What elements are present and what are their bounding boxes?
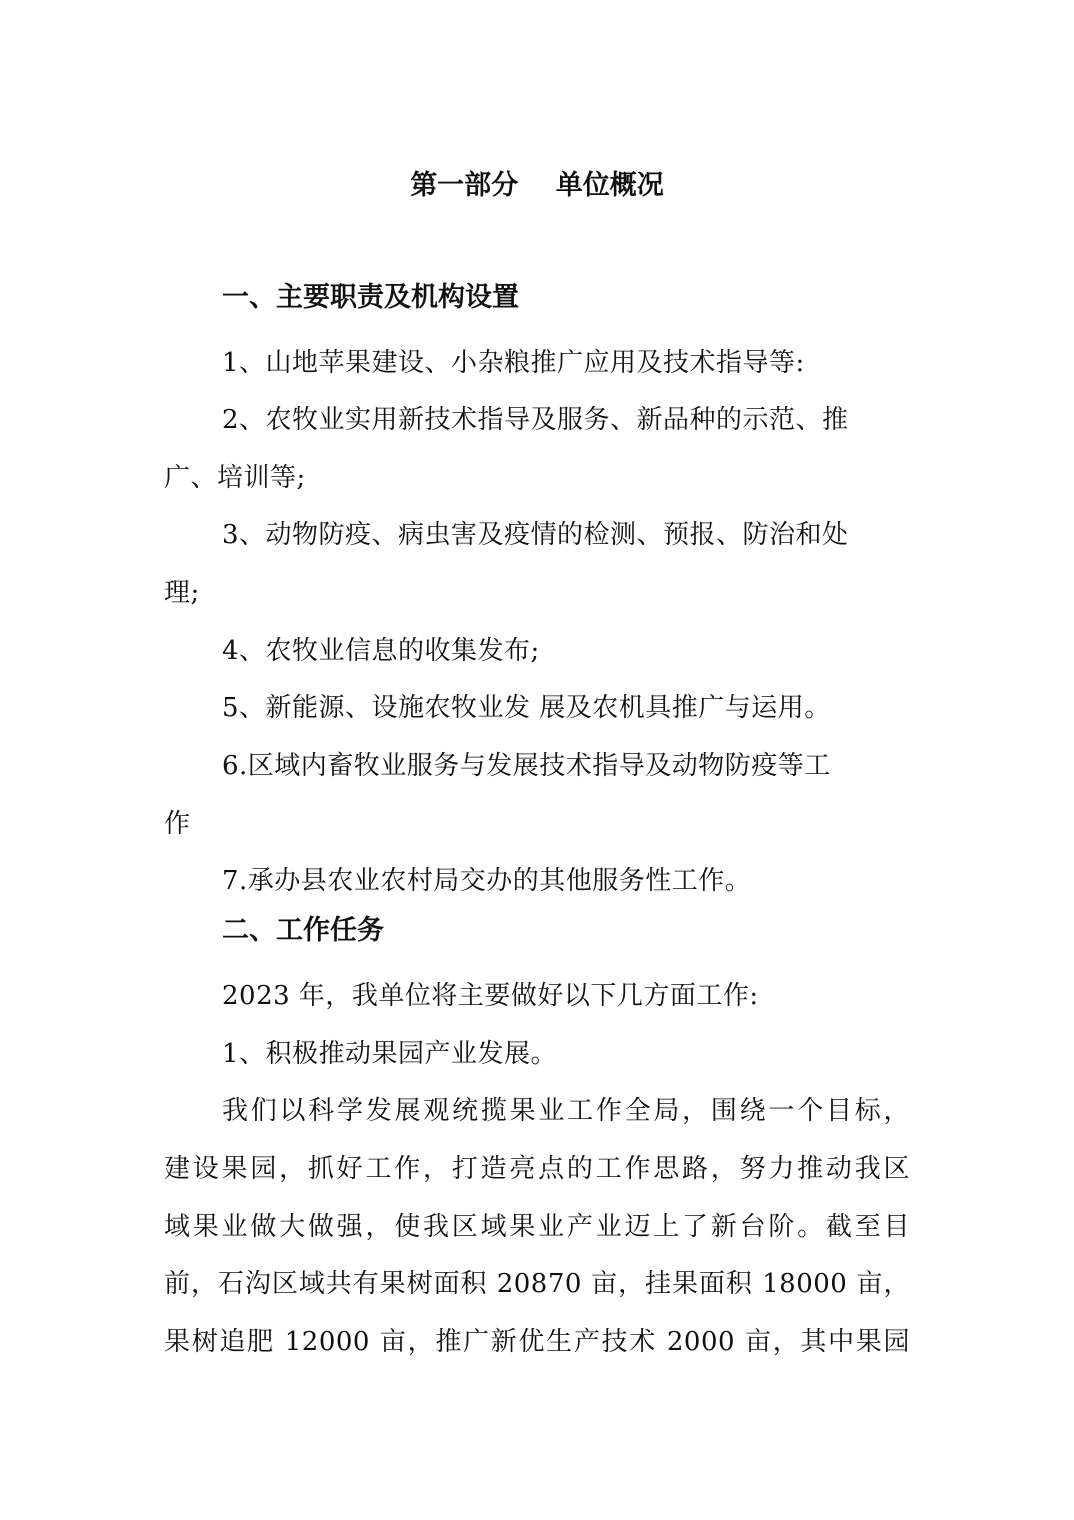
paragraph-line: 域果业做大做强，使我区域果业产业迈上了新台阶。截至目: [164, 1212, 910, 1242]
paragraph-line: 4、农牧业信息的收集发布;: [222, 636, 540, 666]
paragraph-line: 1、山地苹果建设、小杂粮推广应用及技术指导等:: [222, 348, 805, 378]
paragraph-line: 5、新能源、设施农牧业发 展及农机具推广与运用。: [222, 693, 831, 723]
paragraph-line: 6.区域内畜牧业服务与发展技术指导及动物防疫等工: [222, 751, 831, 781]
section-heading-duties: 一、主要职责及机构设置: [222, 282, 519, 313]
paragraph-line: 果树追肥 12000 亩，推广新优生产技术 2000 亩，其中果园: [164, 1327, 910, 1357]
paragraph-line: 建设果园，抓好工作，打造亮点的工作思路，努力推动我区: [164, 1154, 910, 1184]
paragraph-line: 广、培训等;: [164, 463, 306, 493]
page-title: 第一部分 单位概况: [410, 170, 664, 201]
paragraph-line: 前，石沟区域共有果树面积 20870 亩，挂果面积 18000 亩，: [164, 1269, 910, 1299]
paragraph-line: 作: [164, 809, 191, 839]
paragraph-line: 我们以科学发展观统揽果业工作全局，围绕一个目标，: [222, 1096, 910, 1126]
paragraph-line: 1、积极推动果园产业发展。: [222, 1039, 558, 1069]
paragraph-line: 理;: [164, 578, 200, 608]
section-heading-tasks: 二、工作任务: [222, 915, 384, 946]
paragraph-line: 7.承办县农业农村局交办的其他服务性工作。: [222, 866, 752, 896]
paragraph-line: 3、动物防疫、病虫害及疫情的检测、预报、防治和处: [222, 520, 849, 550]
paragraph-line: 2、农牧业实用新技术指导及服务、新品种的示范、推: [222, 405, 849, 435]
paragraph-line: 2023 年，我单位将主要做好以下几方面工作:: [222, 981, 759, 1011]
